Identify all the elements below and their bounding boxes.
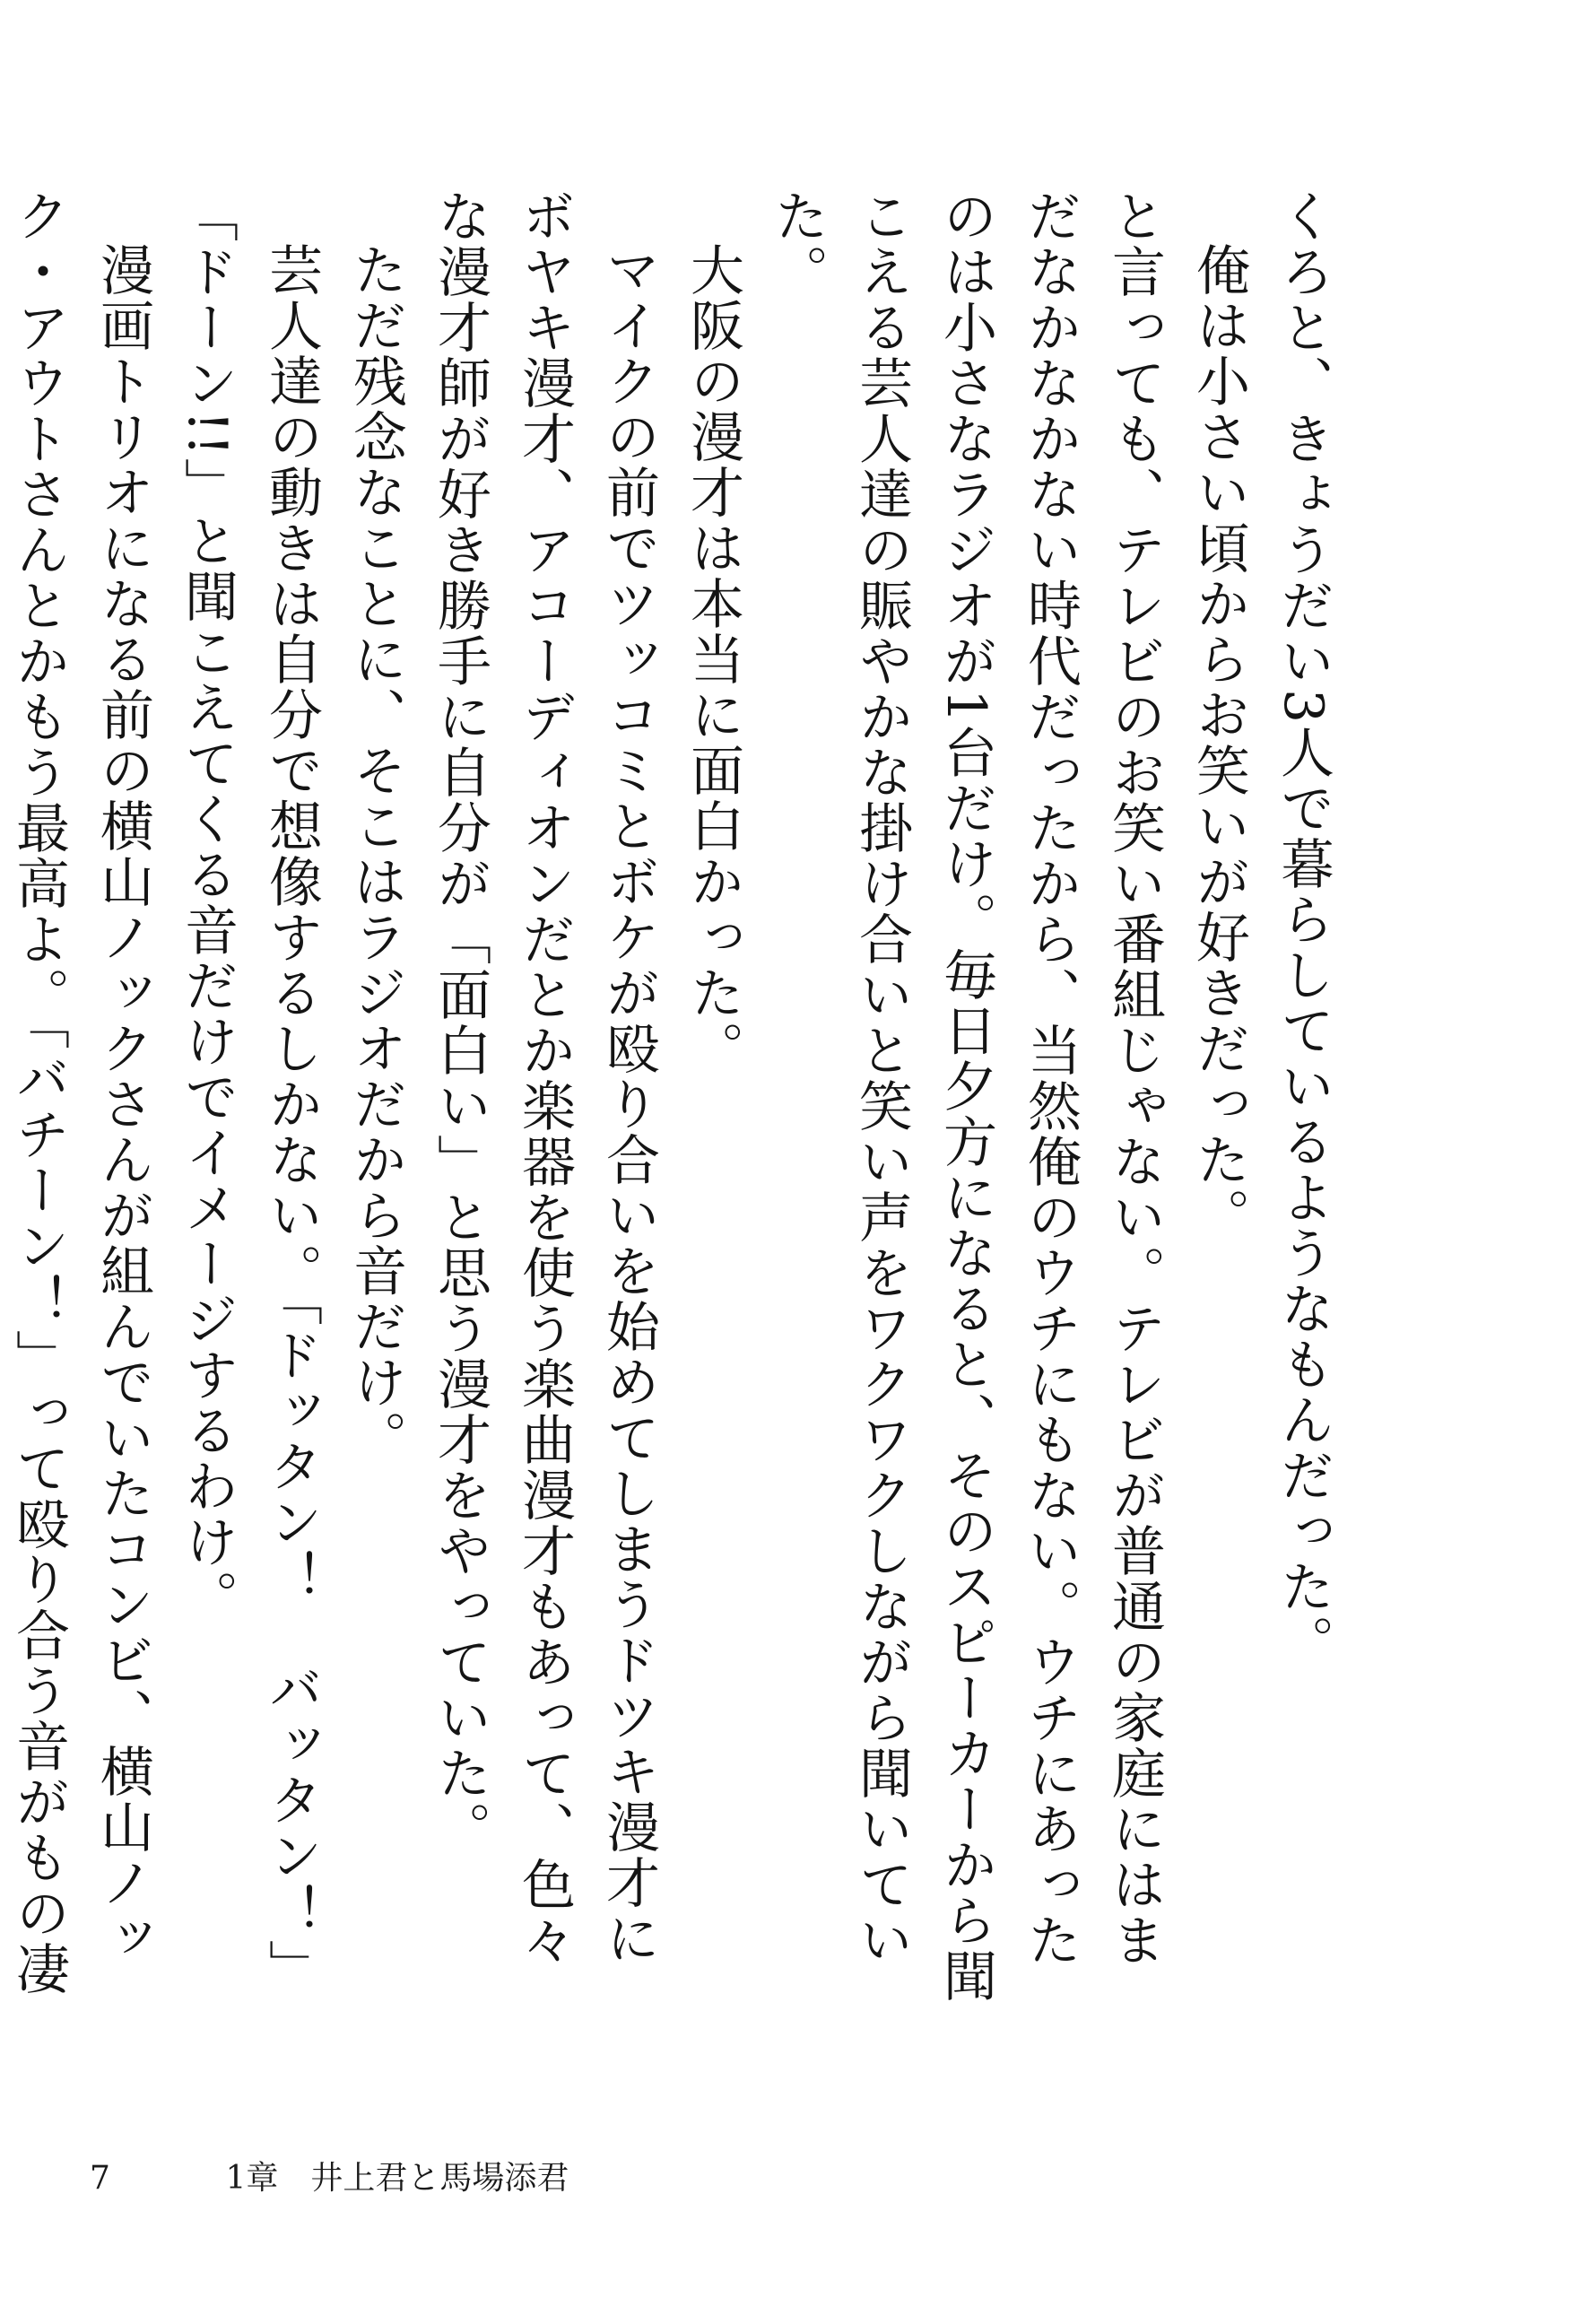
paragraph: 俺は小さい頃からお笑いが好きだった。 (1187, 242, 1250, 1243)
paragraph: と言っても、テレビのお笑い番組じゃない。テレビが普通の家庭にはまだなかなかない時代だったから、当然俺のウチにもない。ウチにあったのは小さなラジオが1台だけ。毎日夕方になると、そのスピーカーから聞こえる芸人達の賑やかな掛け合いと笑い声をワクワクしながら聞いていた。 (766, 188, 1166, 2005)
chapter-title: 1章 井上君と馬場添君 (225, 2160, 569, 2197)
paragraph: くろと、きょうだい3人で暮らしているようなもんだった。 (1272, 188, 1334, 1671)
paragraph: マイクの前でツッコミとボケが殴り合いを始めてしまうドツキ漫才にボヤキ漫才、アコーディオンだとか楽器を使う楽曲漫才もあって、色々な漫才師が好き勝手に自分が「面白い」と思う漫才をやっていた。 (429, 188, 660, 1968)
page-footer (90, 2153, 569, 2198)
body-text (7, 188, 1345, 2018)
paragraph: 芸人達の動きは自分で想像するしかない。「ドッタン！ バッタン！」「ドーン!!」と聞こえてくる音だけでイメージするわけ。 (176, 188, 323, 1995)
paragraph: 大阪の漫才は本当に面白かった。 (682, 242, 744, 1076)
page-number: 7 (90, 2160, 110, 2197)
paragraph: 漫画トリオになる前の横山ノックさんが組んでいたコンビ、横山ノック・アウトさんとかもう最高よ。「バチーン！」って殴り合う音がもの凄 (7, 188, 154, 1997)
paragraph: ただ残念なことに、そこはラジオだから音だけ。 (344, 242, 407, 1466)
